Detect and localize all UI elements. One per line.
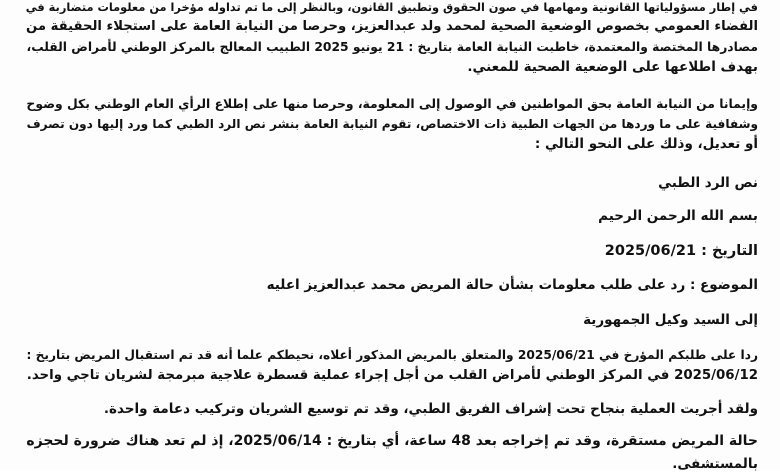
paragraph-3-line-2: 2025/06/12 في المركز الوطني لأمراض القلب من أجل إجراء عملية قسطرة علاجية مبرمجة لشريان تاجي واحد. bbox=[26, 368, 758, 383]
subject-line: الموضوع : رد على طلب معلومات بشأن حالة المريض محمد عبدالعزيز اعليه bbox=[266, 277, 758, 293]
paragraph-2-line-2: وشفافية على ما وردها من الجهات الطبية ذات الاختصاص، تقوم النيابة العامة بنشر نص الرد الطبي كما ورد إليها دون تصرف bbox=[26, 117, 758, 131]
paragraph-1-line-3: مصادرها المختصة والمعتمدة، خاطبت النيابة العامة بتاريخ : 21 يونيو 2025 الطبيب المعالج بالمركز الوطني لأمراض القلب، bbox=[26, 40, 758, 54]
date-line: التاريخ : 2025/06/21 bbox=[604, 243, 758, 259]
paragraph-3-line-1: ردا على طلبكم المؤرخ في 2025/06/21 والمتعلق بالمريض المذكور أعلاه، نحيطكم علما أنه قد تم استقبال المريض بتاريخ : bbox=[26, 348, 758, 362]
addressee-line: إلى السيد وكيل الجمهورية bbox=[583, 312, 758, 328]
paragraph-4: ولقد أجريت العملية بنجاح تحت إشراف الفريق الطبي، وقد تم توسيع الشريان وتركيب دعامة واحدة. bbox=[103, 401, 758, 417]
reply-heading: نص الرد الطبي bbox=[658, 175, 758, 191]
paragraph-5-line-2: بالمستشفى. bbox=[672, 456, 758, 472]
paragraph-1-line-4: بهدف اطلاعها على الوضعية الصحية للمعني. bbox=[467, 59, 758, 75]
paragraph-2-line-1: وإيمانا من النيابة العامة بحق المواطنين في الوصول إلى المعلومة، وحرصا منها على إطلاع الرأي العام الوطني بكل وضوح bbox=[26, 97, 758, 111]
basmala: بسم الله الرحمن الرحيم bbox=[598, 208, 758, 224]
paragraph-5-line-1: حالة المريض مستقرة، وقد تم إخراجه بعد 48 ساعة، أي بتاريخ : 2025/06/14، إذ لم تعد هناك ضرورة لحجزه bbox=[26, 433, 758, 449]
paragraph-1-line-1: في إطار مسؤولياتها القانونية ومهامها في صون الحقوق وتطبيق القانون، وبالنظر إلى ما تم تداوله مؤخرا من معلومات متضاربة في bbox=[25, 0, 758, 14]
paragraph-2-line-3: أو تعديل، وذلك على النحو التالي : bbox=[534, 136, 758, 152]
paragraph-1-line-2: الفضاء العمومي بخصوص الوضعية الصحية لمحمد ولد عبدالعزيز، وحرصا من النيابة العامة على استجلاء الحقيقة من bbox=[25, 19, 758, 34]
